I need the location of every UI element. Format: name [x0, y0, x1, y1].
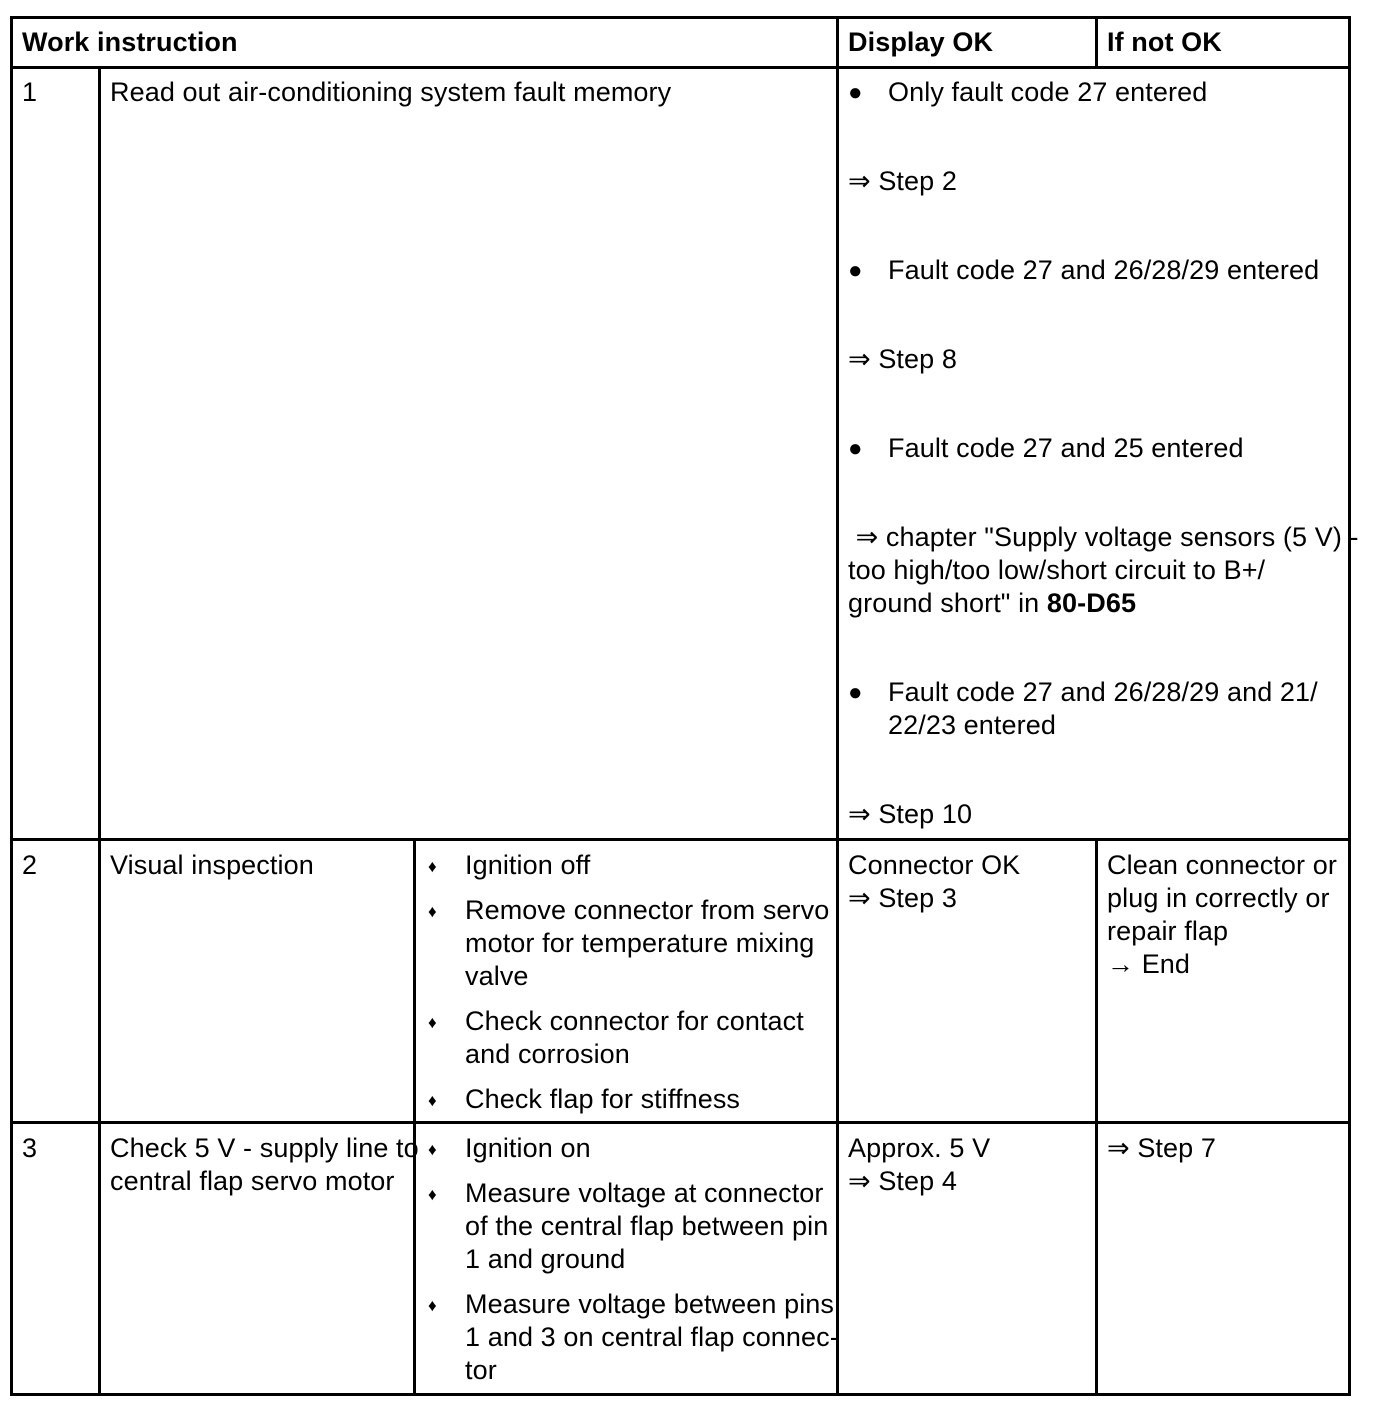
row2-step-2-line2: motor for temperature mixing [465, 928, 815, 958]
row3-not-ok: ⇒ Step 7 [1107, 1133, 1216, 1163]
col-divider-steps [413, 838, 416, 1396]
row1-result-2: Fault code 27 and 26/28/29 entered [888, 255, 1320, 285]
row3-instruction-line1: Check 5 V - supply line to [110, 1133, 419, 1163]
bullet-icon: ● [848, 257, 863, 284]
row1-ref-2: ⇒ Step 8 [848, 344, 957, 374]
row-divider-2 [10, 1121, 1351, 1124]
row2-step-2-line1: Remove connector from servo [465, 895, 830, 925]
header-if-not-ok: If not OK [1107, 27, 1222, 57]
row3-step-3-line2: 1 and 3 on central flap connec- [465, 1322, 839, 1352]
diamond-icon: ♦ [428, 857, 437, 876]
row3-number: 3 [22, 1133, 38, 1163]
header-divider [10, 66, 1351, 69]
row2-not-ok-line3: repair flap [1107, 916, 1229, 946]
row2-instruction: Visual inspection [110, 850, 314, 880]
row2-not-ok-line2: plug in correctly or [1107, 883, 1330, 913]
row3-display-ok-line1: Approx. 5 V [848, 1133, 991, 1163]
row1-ref-3-line3-text: ground short" in [848, 588, 1047, 618]
diamond-icon: ♦ [428, 1013, 437, 1032]
row3-step-2-line1: Measure voltage at connector [465, 1178, 824, 1208]
table-border-left [10, 16, 13, 1396]
row1-result-4-line2: 22/23 entered [888, 710, 1056, 740]
row2-step-3-line1: Check connector for contact [465, 1006, 804, 1036]
row2-step-3-line2: and corrosion [465, 1039, 630, 1069]
row-divider-1 [10, 838, 1351, 841]
header-display-ok: Display OK [848, 27, 994, 57]
col-divider-notok [1095, 838, 1098, 1396]
col-divider-num [98, 66, 101, 1396]
table-border-right [1348, 16, 1351, 1396]
diamond-icon: ♦ [428, 1296, 437, 1315]
row3-step-2-line3: 1 and ground [465, 1244, 626, 1274]
row3-instruction-line2: central flap servo motor [110, 1166, 395, 1196]
row2-not-ok-line1: Clean connector or [1107, 850, 1337, 880]
table-border-top [10, 16, 1351, 19]
row2-display-ok-line1: Connector OK [848, 850, 1021, 880]
row2-number: 2 [22, 850, 38, 880]
row1-result-4-line1: Fault code 27 and 26/28/29 and 21/ [888, 677, 1318, 707]
bullet-icon: ● [848, 679, 863, 706]
row2-step-2-line3: valve [465, 961, 529, 991]
row3-step-2-line2: of the central flap between pin [465, 1211, 829, 1241]
row1-ref-3-line3 [848, 587, 1136, 620]
row2-not-ok-line4: → End [1107, 949, 1191, 979]
row2-step-4: Check flap for stiffness [465, 1084, 741, 1114]
row1-ref-1: ⇒ Step 2 [848, 166, 957, 196]
diamond-icon: ♦ [428, 1185, 437, 1204]
bullet-icon: ● [848, 435, 863, 462]
row3-step-3-line1: Measure voltage between pins [465, 1289, 835, 1319]
row1-instruction: Read out air-conditioning system fault memory [110, 77, 672, 107]
row3-step-1: Ignition on [465, 1133, 591, 1163]
col-divider-notok-top [1095, 16, 1098, 69]
row1-result-1: Only fault code 27 entered [888, 77, 1208, 107]
chapter-reference-link[interactable]: 80-D65 [1046, 588, 1137, 618]
row2-step-1: Ignition off [465, 850, 591, 880]
bullet-icon: ● [848, 79, 863, 106]
diamond-icon: ♦ [428, 1091, 437, 1110]
diamond-icon: ♦ [428, 1140, 437, 1159]
header-work-instruction: Work instruction [22, 27, 238, 57]
row1-ref-3-line1: ⇒ chapter "Supply voltage sensors (5 V) - [848, 522, 1359, 552]
row1-ref-3-line2: too high/too low/short circuit to B+/ [848, 555, 1266, 585]
diamond-icon: ♦ [428, 902, 437, 921]
row2-display-ok-line2: ⇒ Step 3 [848, 883, 957, 913]
row1-result-3: Fault code 27 and 25 entered [888, 433, 1244, 463]
table-border-bottom [10, 1393, 1351, 1396]
row3-display-ok-line2: ⇒ Step 4 [848, 1166, 957, 1196]
row1-ref-4: ⇒ Step 10 [848, 799, 973, 829]
col-divider-display [836, 16, 839, 1396]
row1-number: 1 [22, 77, 38, 107]
row3-step-3-line3: tor [465, 1355, 497, 1385]
